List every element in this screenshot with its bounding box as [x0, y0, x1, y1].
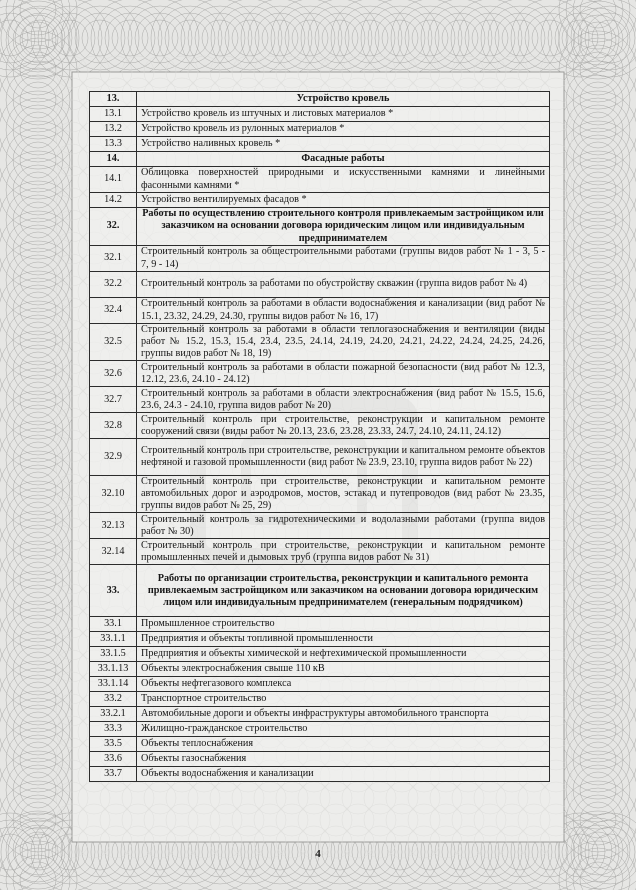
item-description: Строительный контроль при строительстве, реконструкции и капитальном ремонте объектов нефтяной и газовой промышленности (вид работ № 23.9, 23.10, группа видов работ № 22)	[137, 439, 550, 476]
item-description: Строительный контроль за работами в области пожарной безопасности (вид работ № 12.3, 12.12, 23.6, 24.10 - 24.12)	[137, 361, 550, 387]
item-description: Строительный контроль за гидротехническими и водолазными работами (группа видов работ № 30)	[137, 513, 550, 539]
item-description: Строительный контроль за работами в области теплогазоснабжения и вентиляции (виды работ № 15.2, 15.3, 15.4, 23.4, 23.5, 24.14, 24.19, 24.20, 24.21, 24.22, 24.24, 24.25, 24.26, группы видов работ № 18, 19)	[137, 324, 550, 361]
item-description: Облицовка поверхностей природными и искусственными камнями и линейными фасонными камнями *	[137, 167, 550, 193]
table-row	[90, 107, 550, 122]
item-number: 13.1	[90, 107, 137, 122]
table-row	[90, 361, 550, 387]
work-types-table	[89, 91, 550, 782]
item-number: 13.3	[90, 137, 137, 152]
item-description: Устройство наливных кровель *	[137, 137, 550, 152]
item-number: 32.10	[90, 476, 137, 513]
item-description: Промышленное строительство	[137, 617, 550, 632]
item-description: Фасадные работы	[137, 152, 550, 167]
item-number: 14.1	[90, 167, 137, 193]
section-header-row	[90, 208, 550, 246]
item-number: 32.8	[90, 413, 137, 439]
item-number: 32.1	[90, 246, 137, 272]
table-row	[90, 752, 550, 767]
item-description: Строительный контроль за работами в области электроснабжения (вид работ № 15.5, 15.6, 23.6, 24.3 - 24.10, группа видов работ № 20)	[137, 387, 550, 413]
item-description: Работы по организации строительства, реконструкции и капитального ремонта привлекаемым застройщиком или заказчиком на основании договора юридическим лицом или индивидуальным предпринимателем (генеральным подрядчиком)	[137, 565, 550, 617]
item-number: 33.2	[90, 692, 137, 707]
item-description: Строительный контроль за работами по обустройству скважин (группа видов работ № 4)	[137, 272, 550, 298]
item-number: 32.	[90, 208, 137, 246]
item-description: Устройство вентилируемых фасадов *	[137, 193, 550, 208]
item-number: 32.4	[90, 298, 137, 324]
table-row	[90, 677, 550, 692]
item-number: 32.7	[90, 387, 137, 413]
item-number: 33.2.1	[90, 707, 137, 722]
table-row	[90, 692, 550, 707]
item-number: 32.14	[90, 539, 137, 565]
item-description: Устройство кровель из рулонных материалов *	[137, 122, 550, 137]
item-description: Строительный контроль за работами в области водоснабжения и канализации (вид работ № 15.1, 23.32, 24.29, 24.30, группы видов работ № 16, 17)	[137, 298, 550, 324]
table-row	[90, 513, 550, 539]
section-header-row	[90, 152, 550, 167]
table-row	[90, 439, 550, 476]
item-description: Строительный контроль при строительстве, реконструкции и капитальном ремонте автомобильных дорог и аэродромов, мостов, эстакад и путепроводов (вид работ № 23.35, группы видов работ № 25, 29)	[137, 476, 550, 513]
table-row	[90, 413, 550, 439]
table-row	[90, 617, 550, 632]
item-number: 33.5	[90, 737, 137, 752]
table-row	[90, 539, 550, 565]
page-number: 4	[315, 848, 321, 860]
table-row	[90, 167, 550, 193]
item-description: Автомобильные дороги и объекты инфраструктуры автомобильного транспорта	[137, 707, 550, 722]
item-number: 32.9	[90, 439, 137, 476]
table-row	[90, 662, 550, 677]
table-row	[90, 476, 550, 513]
item-number: 14.	[90, 152, 137, 167]
item-description: Объекты электроснабжения свыше 110 кВ	[137, 662, 550, 677]
item-number: 33.7	[90, 767, 137, 782]
item-number: 32.13	[90, 513, 137, 539]
table-row	[90, 324, 550, 361]
item-description: Объекты водоснабжения и канализации	[137, 767, 550, 782]
item-number: 14.2	[90, 193, 137, 208]
item-number: 33.6	[90, 752, 137, 767]
item-number: 33.	[90, 565, 137, 617]
item-number: 13.	[90, 92, 137, 107]
table-row	[90, 246, 550, 272]
item-description: Предприятия и объекты химической и нефтехимической промышленности	[137, 647, 550, 662]
table-row	[90, 632, 550, 647]
item-description: Строительный контроль при строительстве, реконструкции и капитальном ремонте сооружений связи (виды работ № 20.13, 23.6, 23.28, 23.33, 24.7, 24.10, 24.11, 24.12)	[137, 413, 550, 439]
item-number: 33.1	[90, 617, 137, 632]
table-row	[90, 137, 550, 152]
item-number: 13.2	[90, 122, 137, 137]
item-number: 32.2	[90, 272, 137, 298]
table-row	[90, 387, 550, 413]
table-row	[90, 272, 550, 298]
item-description: Устройство кровель из штучных и листовых материалов *	[137, 107, 550, 122]
item-description: Объекты теплоснабжения	[137, 737, 550, 752]
table-row	[90, 193, 550, 208]
item-number: 33.1.13	[90, 662, 137, 677]
table-row	[90, 722, 550, 737]
item-description: Объекты нефтегазового комплекса	[137, 677, 550, 692]
table-row	[90, 298, 550, 324]
item-description: Жилищно-гражданское строительство	[137, 722, 550, 737]
item-number: 33.3	[90, 722, 137, 737]
item-number: 33.1.5	[90, 647, 137, 662]
table-row	[90, 767, 550, 782]
item-number: 33.1.14	[90, 677, 137, 692]
item-number: 33.1.1	[90, 632, 137, 647]
table-row	[90, 707, 550, 722]
section-header-row	[90, 92, 550, 107]
item-description: Предприятия и объекты топливной промышленности	[137, 632, 550, 647]
item-description: Строительный контроль за общестроительными работами (группы видов работ № 1 - 3, 5 - 7, 9 - 14)	[137, 246, 550, 272]
section-header-row	[90, 565, 550, 617]
item-description: Объекты газоснабжения	[137, 752, 550, 767]
table-row	[90, 737, 550, 752]
item-description: Строительный контроль при строительстве, реконструкции и капитальном ремонте промышленных печей и дымовых труб (группа видов работ № 31)	[137, 539, 550, 565]
table-row	[90, 647, 550, 662]
item-number: 32.5	[90, 324, 137, 361]
item-description: Транспортное строительство	[137, 692, 550, 707]
item-number: 32.6	[90, 361, 137, 387]
table-row	[90, 122, 550, 137]
item-description: Работы по осуществлению строительного контроля привлекаемым застройщиком или заказчиком на основании договора юридическим лицом или индивидуальным предпринимателем	[137, 208, 550, 246]
item-description: Устройство кровель	[137, 92, 550, 107]
